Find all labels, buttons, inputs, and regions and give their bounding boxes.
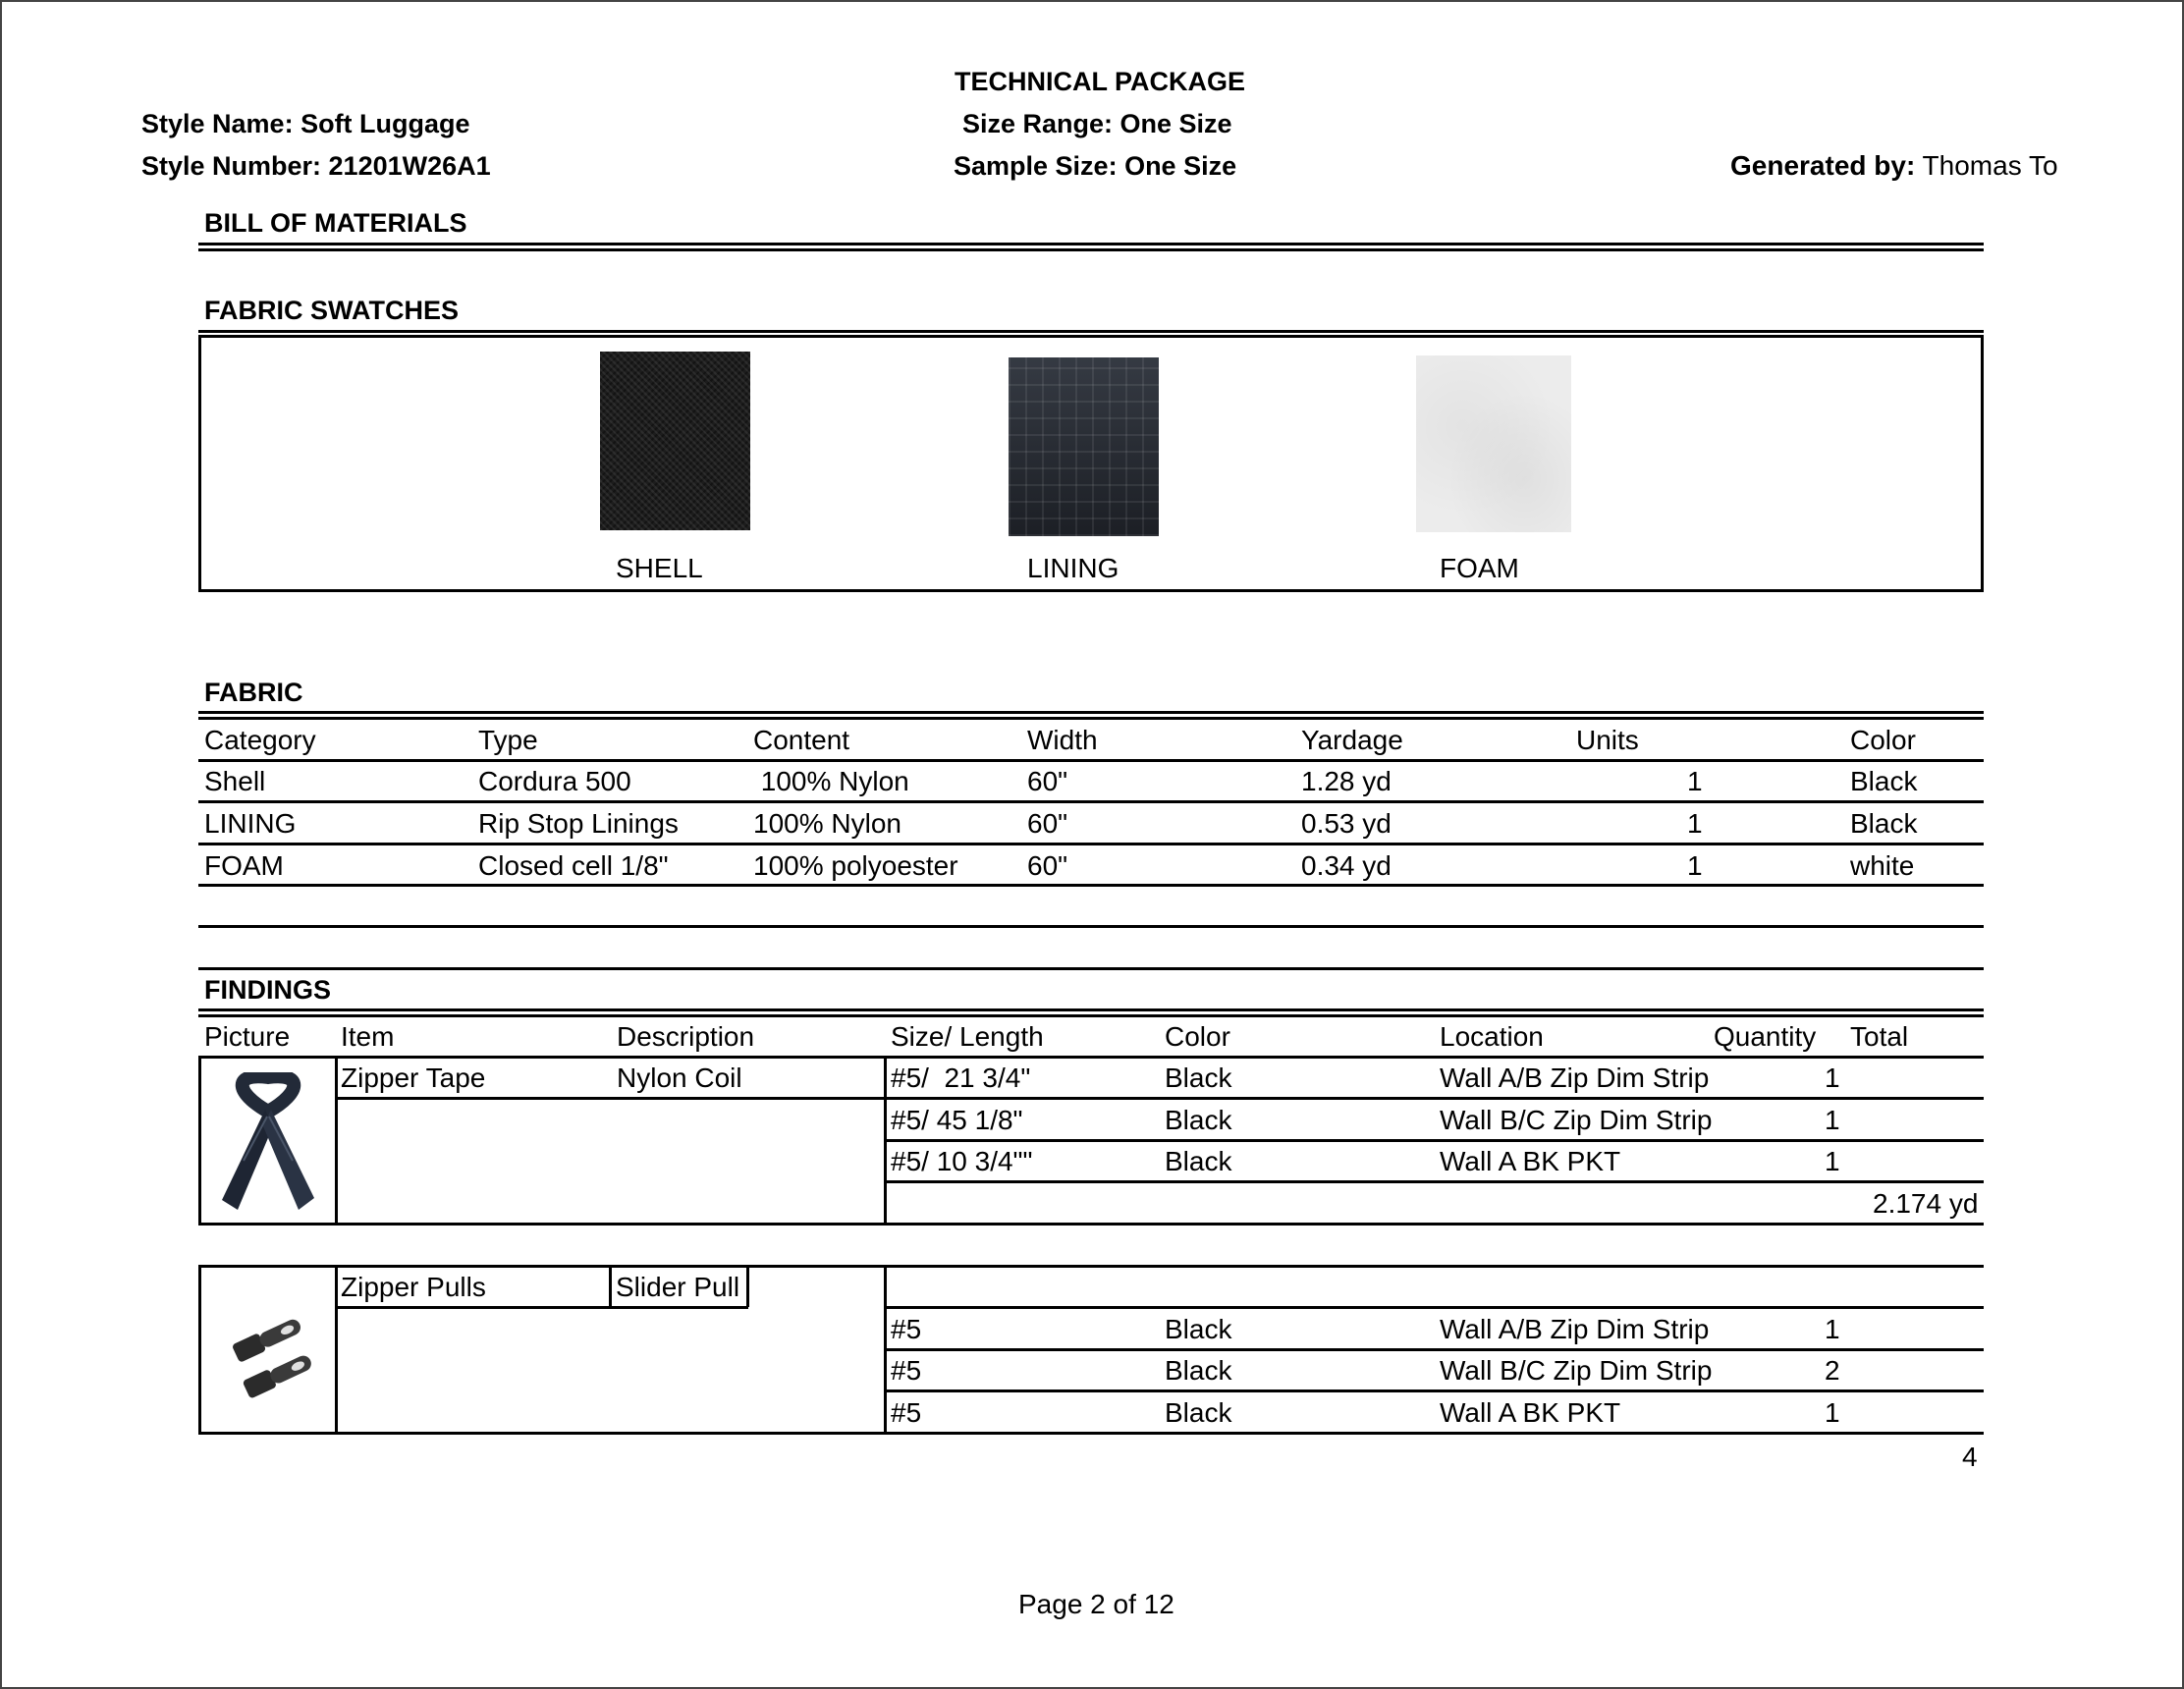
swatch-label-foam: FOAM xyxy=(1440,553,1519,583)
row-line xyxy=(198,759,1984,762)
fabric-col-header: Color xyxy=(1850,725,1916,755)
finding-color: Black xyxy=(1165,1105,1232,1135)
finding-color: Black xyxy=(1165,1062,1232,1093)
finding-location: Wall A BK PKT xyxy=(1440,1397,1621,1428)
row-line xyxy=(884,1306,1984,1309)
findings-title: FINDINGS xyxy=(204,975,332,1005)
finding-location: Wall A/B Zip Dim Strip xyxy=(1440,1062,1710,1093)
fabric-title: FABRIC xyxy=(204,678,303,707)
zipper-pulls-description: Slider Pull xyxy=(616,1272,740,1302)
cell-border xyxy=(746,1265,749,1307)
style-name: Style Name: Soft Luggage xyxy=(141,109,470,138)
generated-by xyxy=(1730,150,2058,182)
finding-size: #5 xyxy=(891,1397,922,1428)
sample-size: Sample Size: One Size xyxy=(954,151,1237,181)
divider xyxy=(198,1014,1984,1017)
row-line xyxy=(884,1180,1984,1183)
page-marker: 4 xyxy=(1962,1442,1978,1472)
fabric-cell: 1.28 yd xyxy=(1301,766,1392,796)
finding-quantity: 2 xyxy=(1825,1355,1840,1386)
fabric-cell: Black xyxy=(1850,808,1918,839)
fabric-cell: 1 xyxy=(1687,850,1703,881)
row-line xyxy=(884,1348,1984,1351)
fabric-cell: Closed cell 1/8" xyxy=(478,850,669,881)
zipper-tape-item: Zipper Tape xyxy=(341,1062,486,1093)
findings-col-header: Size/ Length xyxy=(891,1021,1044,1052)
fabric-cell: 60" xyxy=(1027,850,1068,881)
zipper-tape-image xyxy=(214,1072,322,1215)
generated-by-label: Generated by: xyxy=(1730,150,1916,181)
row-line xyxy=(198,800,1984,803)
fabric-cell: 0.53 yd xyxy=(1301,808,1392,839)
findings-col-header: Total xyxy=(1850,1021,1909,1052)
fabric-cell: 100% Nylon xyxy=(753,766,909,796)
finding-size: #5 xyxy=(891,1314,922,1344)
size-range: Size Range: One Size xyxy=(962,109,1232,138)
finding-color: Black xyxy=(1165,1146,1232,1176)
finding-size: #5 xyxy=(891,1355,922,1386)
finding-color: Black xyxy=(1165,1397,1232,1428)
cell-border xyxy=(609,1265,612,1307)
cell-border xyxy=(198,1056,201,1226)
fabric-cell: 0.34 yd xyxy=(1301,850,1392,881)
fabric-col-header: Category xyxy=(204,725,316,755)
finding-color: Black xyxy=(1165,1314,1232,1344)
fabric-cell: 100% Nylon xyxy=(753,808,901,839)
cell-border xyxy=(335,1265,338,1435)
divider xyxy=(198,330,1984,333)
generated-by-value: Thomas To xyxy=(1915,150,2058,181)
finding-quantity: 1 xyxy=(1825,1062,1840,1093)
fabric-cell: Black xyxy=(1850,766,1918,796)
finding-location: Wall A/B Zip Dim Strip xyxy=(1440,1314,1710,1344)
finding-size: #5/ 45 1/8" xyxy=(891,1105,1023,1135)
finding-location: Wall B/C Zip Dim Strip xyxy=(1440,1105,1713,1135)
finding-size: #5/ 10 3/4"" xyxy=(891,1146,1033,1176)
fabric-cell: 60" xyxy=(1027,808,1068,839)
row-line xyxy=(198,1265,1984,1268)
finding-location: Wall B/C Zip Dim Strip xyxy=(1440,1355,1713,1386)
row-line xyxy=(198,884,1984,887)
divider xyxy=(198,243,1984,245)
zipper-tape-total: 2.174 yd xyxy=(1873,1188,1979,1219)
fabric-cell: 100% polyoester xyxy=(753,850,958,881)
fabric-col-header: Type xyxy=(478,725,538,755)
zipper-pull-image xyxy=(224,1314,322,1402)
finding-quantity: 1 xyxy=(1825,1397,1840,1428)
finding-quantity: 1 xyxy=(1825,1105,1840,1135)
foam-swatch-image xyxy=(1416,355,1571,532)
findings-col-header: Item xyxy=(341,1021,395,1052)
cell-border xyxy=(335,1056,338,1226)
row-line xyxy=(198,967,1984,970)
doc-title: TECHNICAL PACKAGE xyxy=(955,67,1246,96)
zipper-tape-description: Nylon Coil xyxy=(617,1062,742,1093)
row-line xyxy=(198,1056,1984,1059)
swatch-label-shell: SHELL xyxy=(616,553,703,583)
finding-location: Wall A BK PKT xyxy=(1440,1146,1621,1176)
row-line xyxy=(884,1389,1984,1392)
fabric-cell: FOAM xyxy=(204,850,284,881)
style-number: Style Number: 21201W26A1 xyxy=(141,151,491,181)
fabric-col-header: Yardage xyxy=(1301,725,1403,755)
divider xyxy=(198,711,1984,714)
row-line xyxy=(198,925,1984,928)
row-line xyxy=(198,843,1984,845)
divider xyxy=(198,248,1984,251)
divider xyxy=(198,1008,1984,1011)
fabric-cell: Rip Stop Linings xyxy=(478,808,679,839)
cell-border xyxy=(198,1265,201,1435)
swatches-title: FABRIC SWATCHES xyxy=(204,296,460,325)
bom-title: BILL OF MATERIALS xyxy=(204,208,467,238)
divider xyxy=(198,717,1984,720)
fabric-col-header: Units xyxy=(1576,725,1639,755)
fabric-cell: white xyxy=(1850,850,1915,881)
row-line xyxy=(198,1432,1984,1435)
fabric-cell: Shell xyxy=(204,766,266,796)
swatch-label-lining: LINING xyxy=(1027,553,1119,583)
finding-color: Black xyxy=(1165,1355,1232,1386)
findings-col-header: Color xyxy=(1165,1021,1230,1052)
finding-size: #5/ 21 3/4" xyxy=(891,1062,1031,1093)
row-line xyxy=(335,1306,748,1309)
row-line xyxy=(335,1097,1984,1100)
findings-col-header: Picture xyxy=(204,1021,291,1052)
fabric-cell: Cordura 500 xyxy=(478,766,631,796)
fabric-cell: 1 xyxy=(1687,808,1703,839)
row-line xyxy=(198,1223,1984,1226)
shell-swatch-image xyxy=(600,352,750,530)
fabric-cell: LINING xyxy=(204,808,297,839)
zipper-pulls-item: Zipper Pulls xyxy=(341,1272,486,1302)
fabric-cell: 1 xyxy=(1687,766,1703,796)
findings-col-header: Description xyxy=(617,1021,755,1052)
fabric-col-header: Width xyxy=(1027,725,1098,755)
fabric-col-header: Content xyxy=(753,725,850,755)
row-line xyxy=(884,1139,1984,1142)
fabric-cell: 60" xyxy=(1027,766,1068,796)
finding-quantity: 1 xyxy=(1825,1314,1840,1344)
finding-quantity: 1 xyxy=(1825,1146,1840,1176)
lining-swatch-image xyxy=(1009,357,1159,536)
page-footer: Page 2 of 12 xyxy=(1018,1589,1174,1619)
findings-col-header: Quantity xyxy=(1714,1021,1817,1052)
findings-col-header: Location xyxy=(1440,1021,1544,1052)
